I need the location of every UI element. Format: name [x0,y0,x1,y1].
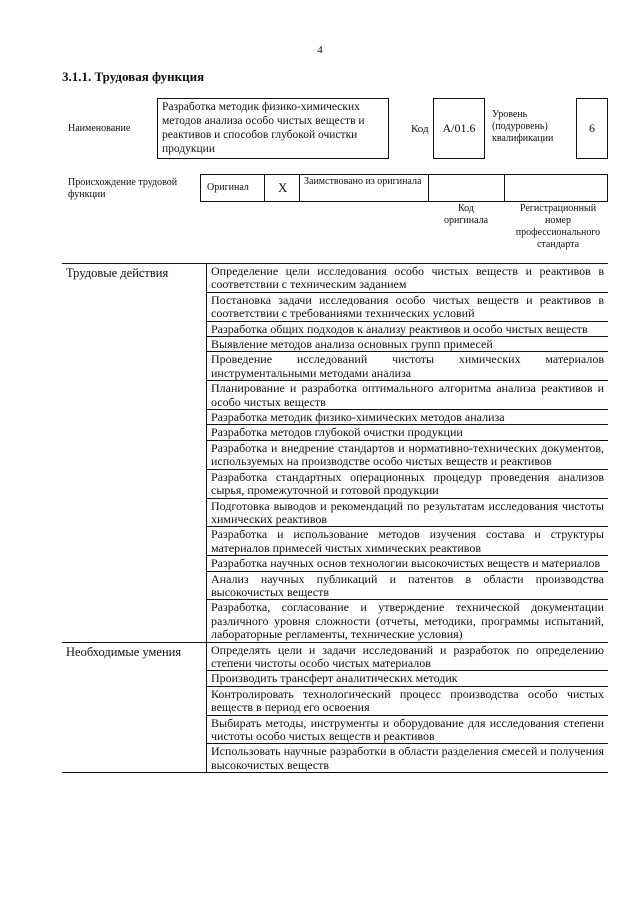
table-row: Анализ научных публикаций и патентов в области производства высокочистых веществ [207,572,608,601]
table-row: Проведение исследований чистоты химических материалов инструментальными методами анализа [207,352,608,381]
origin-table [200,174,608,202]
level-value: 6 [576,98,608,159]
table-row: Определение цели исследования особо чистых веществ и реактивов в соответствии с техническим заданием [207,264,608,293]
section-title: 3.1.1. Трудовая функция [62,69,205,84]
table-row: Выбирать методы, инструменты и оборудование для исследования степени чистоты особо чистых веществ и реактивов [207,716,608,745]
table-row: Разработка общих подходов к анализу реактивов и особо чистых веществ [207,322,608,337]
table-row: Использовать научные разработки в области разделения смесей и получения высокочистых веществ [211,744,604,772]
table-row: Постановка задачи исследования особо чистых веществ и реактивов в соответствии с требованиями технических условий [207,293,608,322]
original-mark: X [278,180,288,195]
origin-label: Происхождение трудовой функции [68,177,178,200]
page-number: 4 [317,44,323,56]
name-label: Наименование [68,123,131,134]
group-label: Необходимые умения [62,643,207,773]
table-group [62,264,608,643]
table-row: Разработка и использование методов изучения состава и структуры материалов примесей чистых химических реактивов [207,527,608,556]
table-row: Разработка и внедрение стандартов и нормативно-технических документов, используемых на производстве особо чистых веществ и реактивов [207,441,608,470]
table-row: Разработка стандартных операционных процедур проведения анализов сырья, промежуточной и готовой продукции [207,470,608,499]
code-original-caption: Код оригинала [443,203,489,226]
original-label: Оригинал [207,182,249,193]
borrowed-label: Заимствовано из оригинала [304,176,422,187]
reg-number-caption: Регистрационный номер профессионального стандарта [515,203,601,250]
code-value: А/01.6 [433,98,485,159]
table-row: Разработка методов глубокой очистки продукции [207,425,608,440]
table-row: Определять цели и задачи исследований и разработок по определению степени чистоты особо чистых материалов [207,643,608,672]
table-group [62,643,608,774]
table-row: Планирование и разработка оптимального алгоритма анализа реактивов и особо чистых веществ [207,381,608,410]
table-row: Контролировать технологический процесс производства особо чистых веществ в период его освоения [207,687,608,716]
table-row: Разработка методик физико-химических методов анализа [207,410,608,425]
table-row: Производить трансферт аналитических методик [207,671,608,686]
functions-table [62,263,608,773]
table-row: Разработка, согласование и утверждение технической документации различного уровня сложности (отчеты, методики, программы испытаний, лабораторные регламенты, технические условия) [211,600,604,642]
table-row: Разработка научных основ технологии высокочистых веществ и материалов [207,556,608,571]
code-label: Код [411,123,429,135]
level-label: Уровень (подуровень) квалификации [492,109,554,144]
name-value: Разработка методик физико-химических методов анализа особо чистых веществ и реактивов и способов глубокой очистки продукции [157,98,389,159]
table-row: Выявление методов анализа основных групп примесей [207,337,608,352]
table-row: Подготовка выводов и рекомендаций по результатам исследования чистоты химических реактивов [207,499,608,528]
group-label: Трудовые действия [62,264,207,642]
